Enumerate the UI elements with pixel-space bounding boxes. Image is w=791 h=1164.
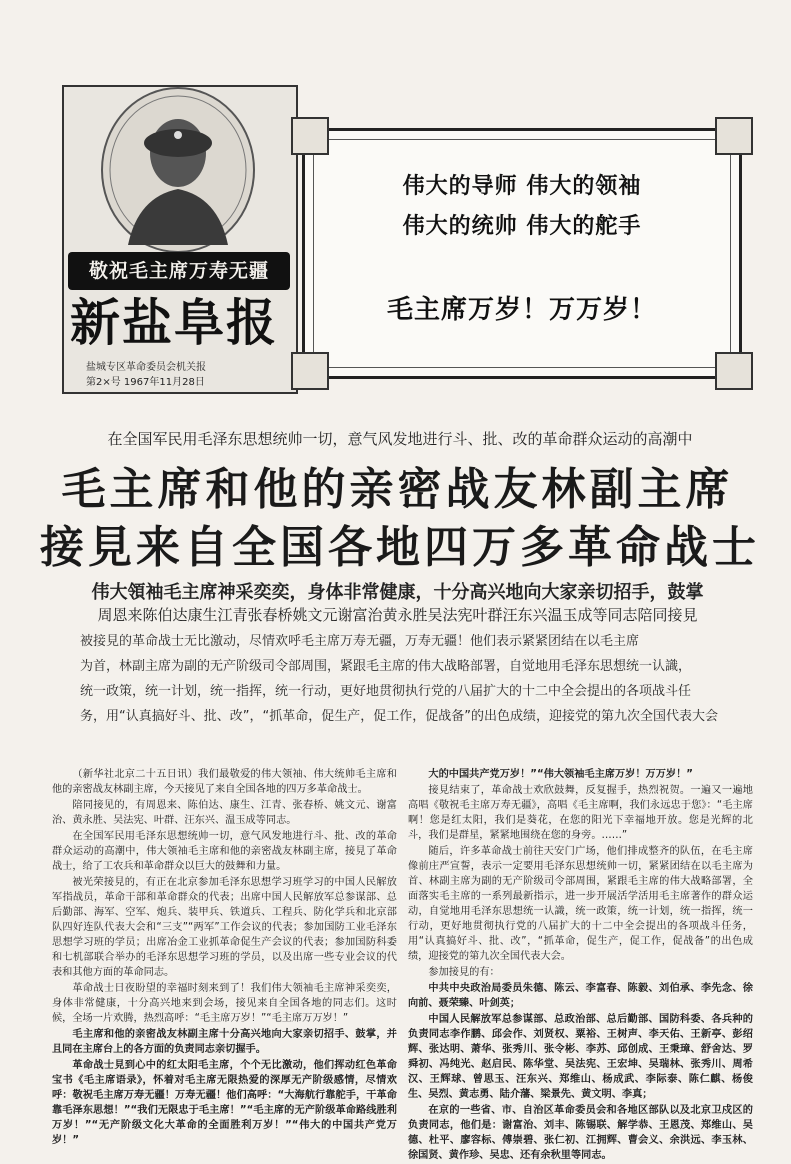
article-column-left xyxy=(52,767,397,1149)
frame-corner-ornament xyxy=(715,117,753,155)
article-paragraph: 中共中央政治局委员朱德、陈云、李富春、陈毅、刘伯承、李先念、徐向前、聂荣臻、叶剑英； xyxy=(408,983,753,1009)
frame-corner-ornament xyxy=(291,352,329,390)
article-paragraph: 革命战士日夜盼望的幸福时刻来到了！我们伟大领袖毛主席神采奕奕，身体非常健康，十分高兴地来到会场，接见来自全国各地的同志们。这时候，全场一片欢腾，热烈高呼：“毛主席万岁！”“毛主席万万岁！” xyxy=(52,983,397,1024)
article-paragraph: 中国人民解放军总参谋部、总政治部、总后勤部、国防科委、各兵种的负责同志李作鹏、邱会作、刘贤权、粟裕、王树声、李天佑、王新亭、彭绍辉、张达明、萧华、张秀川、张令彬、李苏、邱创成、王秉璋、舒舍达、罗舜初、冯纯光、赵启民、陈华堂、吴法宪、王宏坤、吴瑞林、张秀川、周希汉、王辉球、曾思玉、汪东兴、郑维山、杨成武、李际泰、陈仁麒、杨俊生、吴烈、黄志勇、陆介藩、梁景先、黄文明、李真； xyxy=(408,1014,753,1100)
portrait-icon xyxy=(98,85,258,255)
article-paragraph: 毛主席和他的亲密战友林副主席十分高兴地向大家亲切招手、鼓掌，并且同在主席台上的各方面的负责同志亲切握手。 xyxy=(52,1029,397,1055)
article-paragraph: （新华社北京二十五日讯）我们最敬爱的伟大领袖、伟大统帅毛主席和他的亲密战友林副主席，今天接见了来自全国各地的四万多革命战士。 xyxy=(52,769,397,795)
issue-line: 第2×号 1967年11月28日 xyxy=(86,377,205,388)
article-paragraph: 在京的一些省、市、自治区革命委员会和各地区部队以及北京卫戍区的负责同志，他们是：谢富治、刘丰、陈锡联、解学恭、王恩茂、郑维山、吴德、杜平、廖容标、傅崇碧、张仁初、江拥辉、曹会义、余洪远、李玉林、徐国贤、黄作珍、吴忠、还有余秋里等同志。 xyxy=(408,1105,753,1161)
lead-line-3: 统一政策，统一计划，统一指挥，统一行动，更好地贯彻执行党的八届扩大的十二中全会提出的各项战斗任 xyxy=(80,684,692,699)
article-paragraph: 参加接見的有： xyxy=(428,967,500,978)
frame-corner-ornament xyxy=(291,117,329,155)
article-paragraph: 大的中国共产党万岁！”“伟大领袖毛主席万岁！万万岁！” xyxy=(428,769,693,780)
paper-name: 新盐阜报 xyxy=(70,293,278,352)
quote-line-3: 毛主席万岁！万万岁！ xyxy=(386,295,657,325)
lead-line-4: 务，用“认真搞好斗、批、改”，“抓革命，促生产，促工作，促战备”的出色成绩，迎接党的第九次全国代表大会 xyxy=(80,709,718,724)
article-paragraph: 革命战士見到心中的红太阳毛主席，个个无比激动，他们挥动红色革命宝书《毛主席语录》，怀着对毛主席无限热爱的深厚无产阶级感情，尽情欢呼：敬祝毛主席万寿无疆！万寿无疆！他们高呼：“大海航行靠舵手，干革命靠毛泽东思想！”“我们无限忠于毛主席！”“毛主席的无产阶级革命路线胜利万岁！”“无产阶级文化大革命的全面胜利万岁！”“伟大的中国共产党万岁！” xyxy=(52,1060,397,1146)
frame-corner-ornament xyxy=(715,352,753,390)
publisher-line: 盐城专区革命委员会机关报 xyxy=(86,362,206,373)
quote-line-1: 伟大的导师 伟大的领袖 xyxy=(402,173,642,199)
quote-frame xyxy=(302,128,742,379)
article-paragraph: 随后，许多革命战士前往天安门广场，他们排成整齐的队伍，在毛主席像前庄严宣誓，表示一定要用毛泽东思想统帅一切，紧紧团结在以毛主席为首、林副主席为副的无产阶级司令部周围，紧跟毛主席的伟大战略部署，全面落实毛主席的一系列最新指示，进一步开展活学活用毛主席著作的群众运动，自觉地用毛泽东思想统一认識，统一政策，统一计划，统一指挥，统一行动，更好地贯彻执行党的八届扩大的十二中全会提出的各项战斗任务，用“认真搞好斗、批、改”，“抓革命，促生产，促工作，促战备”的出色成绩，迎接党的第九次全国代表大会。 xyxy=(408,846,753,962)
attendees-line: 周恩来陈伯达康生江青张春桥姚文元谢富治黄永胜吴法宪叶群汪东兴温玉成等同志陪同接見 xyxy=(97,606,698,624)
article-column-right xyxy=(408,767,753,1164)
article-paragraph: 被光荣接見的，有正在北京参加毛泽东思想学习班学习的中国人民解放军指战员，革命干部和革命群众的代表；出席中国人民解放军总参谋部、总后勤部、海军、空军、炮兵、装甲兵、铁道兵、工程兵、防化学兵和北京部队四好连队代表大会和“三支”“两军”工作会议的代表；参加国防工业毛泽东思想学习班的学员；出席冶金工业抓革命促生产会议的代表；参加国防科委和七机部联合举办的毛泽东思想学习班的学员，以及出席一些专业会议的代表和其他方面的革命同志。 xyxy=(52,877,397,978)
quote-line-2: 伟大的统帅 伟大的舵手 xyxy=(402,213,642,239)
headline-kicker: 在全国军民用毛泽东思想统帅一切，意气风发地进行斗、批、改的革命群众运动的高潮中 xyxy=(107,430,693,448)
article-paragraph: 接見结束了，革命战士欢欣鼓舞，反复握手，热烈祝贺。一遍又一遍地高唱《敬祝毛主席万寿无疆》，高唱《毛主席啊，我们永远忠于您》：“毛主席啊！您是红太阳，我们是葵花，在您的阳光下幸福地开放。您是光辉的北斗，我们是群星，紧紧地围绕在您的身旁。……” xyxy=(408,785,753,841)
lead-line-1: 被接見的革命战士无比激动，尽情欢呼毛主席万寿无疆，万寿无疆！他们表示紧紧团结在以毛主席 xyxy=(80,634,640,649)
headline-line-1: 毛主席和他的亲密战友林副主席 xyxy=(61,464,734,515)
lead-line-2: 为首，林副主席为副的无产阶级司令部周围，紧跟毛主席的伟大战略部署，自觉地用毛泽东思想统一认識， xyxy=(80,659,692,674)
masthead-banner: 敬祝毛主席万寿无疆 xyxy=(68,252,290,290)
subheadline: 伟大領袖毛主席神采奕奕，身体非常健康，十分高兴地向大家亲切招手，鼓掌 xyxy=(91,582,704,603)
article-paragraph: 在全国军民用毛泽东思想统帅一切，意气风发地进行斗、批、改的革命群众运动的高潮中，伟大领袖毛主席和他的亲密战友林副主席，接見了革命战士，给了工农兵和革命群众以巨大的鼓舞和力量。 xyxy=(52,831,397,872)
article-paragraph: 陪同接见的，有周恩来、陈伯达、康生、江青、张春桥、姚文元、谢富治、黄永胜、吴法宪、叶群、汪东兴、温玉成等同志。 xyxy=(52,800,397,826)
headline-line-2: 接見来自全国各地四万多革命战士 xyxy=(40,522,760,573)
